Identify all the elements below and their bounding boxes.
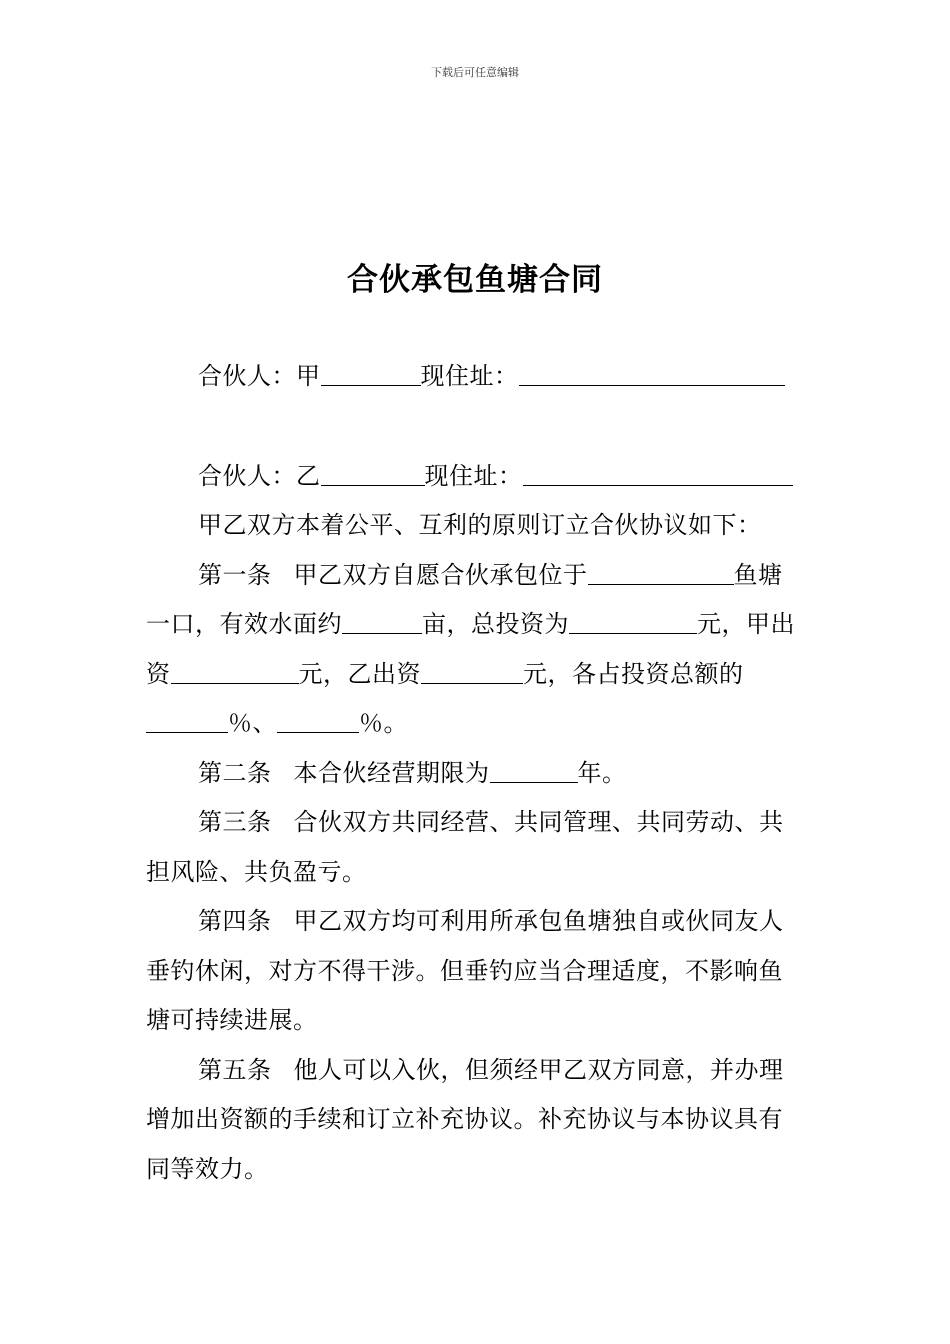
article-1-text-5: 元，乙出资 [298,659,421,688]
article-2 [146,749,806,799]
party-b-share-blank [277,708,359,733]
document-title: 合伙承包鱼塘合同 [347,262,603,298]
party-a-share-blank [146,708,228,733]
article-1-number: 第一条 [198,560,272,589]
article-3 [146,798,806,897]
party-b-line [146,452,806,502]
article-3-number: 第三条 [198,808,272,836]
party-a-label: 合伙人：甲 [198,362,321,390]
article-1-text-7: ％、 [228,709,277,737]
article-1-text-1: 甲乙双方自愿合伙承包位于 [293,560,588,589]
term-years-blank [490,758,578,783]
party-a-address-label: 现住址： [420,362,519,390]
article-2-text-1: 本合伙经营期限为 [293,758,490,787]
header-note: 下载后可任意编辑 [431,66,519,79]
party-b-address-label: 现住址： [424,461,523,490]
party-b-address-blank [523,461,793,486]
location-blank [588,560,734,585]
party-b-label: 合伙人：乙 [198,461,321,490]
article-1-text-2: 鱼塘一口，有效水面约 [146,560,783,638]
party-a-investment-blank [171,659,299,684]
article-5 [146,1046,806,1195]
area-blank [342,609,422,634]
article-1 [146,551,806,749]
article-2-text-2: 年。 [577,758,627,787]
article-1-text-6: 元，各占投资总额的 [523,659,744,688]
article-1-text-8: ％。 [359,709,408,737]
party-a-name-blank [321,361,421,386]
intro-paragraph: 甲乙双方本着公平、互利的原则订立合伙协议如下： [198,511,762,539]
party-b-investment-blank [421,659,523,684]
party-a-line [146,352,806,402]
article-5-text: 他人可以入伙，但须经甲乙双方同意，并办理增加出资额的手续和订立补充协议。补充协议与本协议具有同等效力。 [146,1055,784,1183]
article-1-text-4: 元，甲出资 [146,610,795,688]
article-3-text: 合伙双方共同经营、共同管理、共同劳动、共担风险、共负盈亏。 [146,808,784,886]
article-1-text-3: 亩，总投资为 [422,610,569,638]
article-2-number: 第二条 [198,758,272,787]
article-5-number: 第五条 [198,1055,272,1084]
article-4-text: 甲乙双方均可利用所承包鱼塘独自或伙同友人垂钓休闲，对方不得干涉。但垂钓应当合理适度，不影响鱼塘可持续进展。 [146,907,784,1034]
article-4 [146,897,806,1046]
party-b-name-blank [321,461,425,486]
contract-body [146,352,806,1194]
total-investment-blank [569,609,697,634]
party-a-address-blank [519,361,785,386]
article-4-number: 第四条 [198,907,272,935]
